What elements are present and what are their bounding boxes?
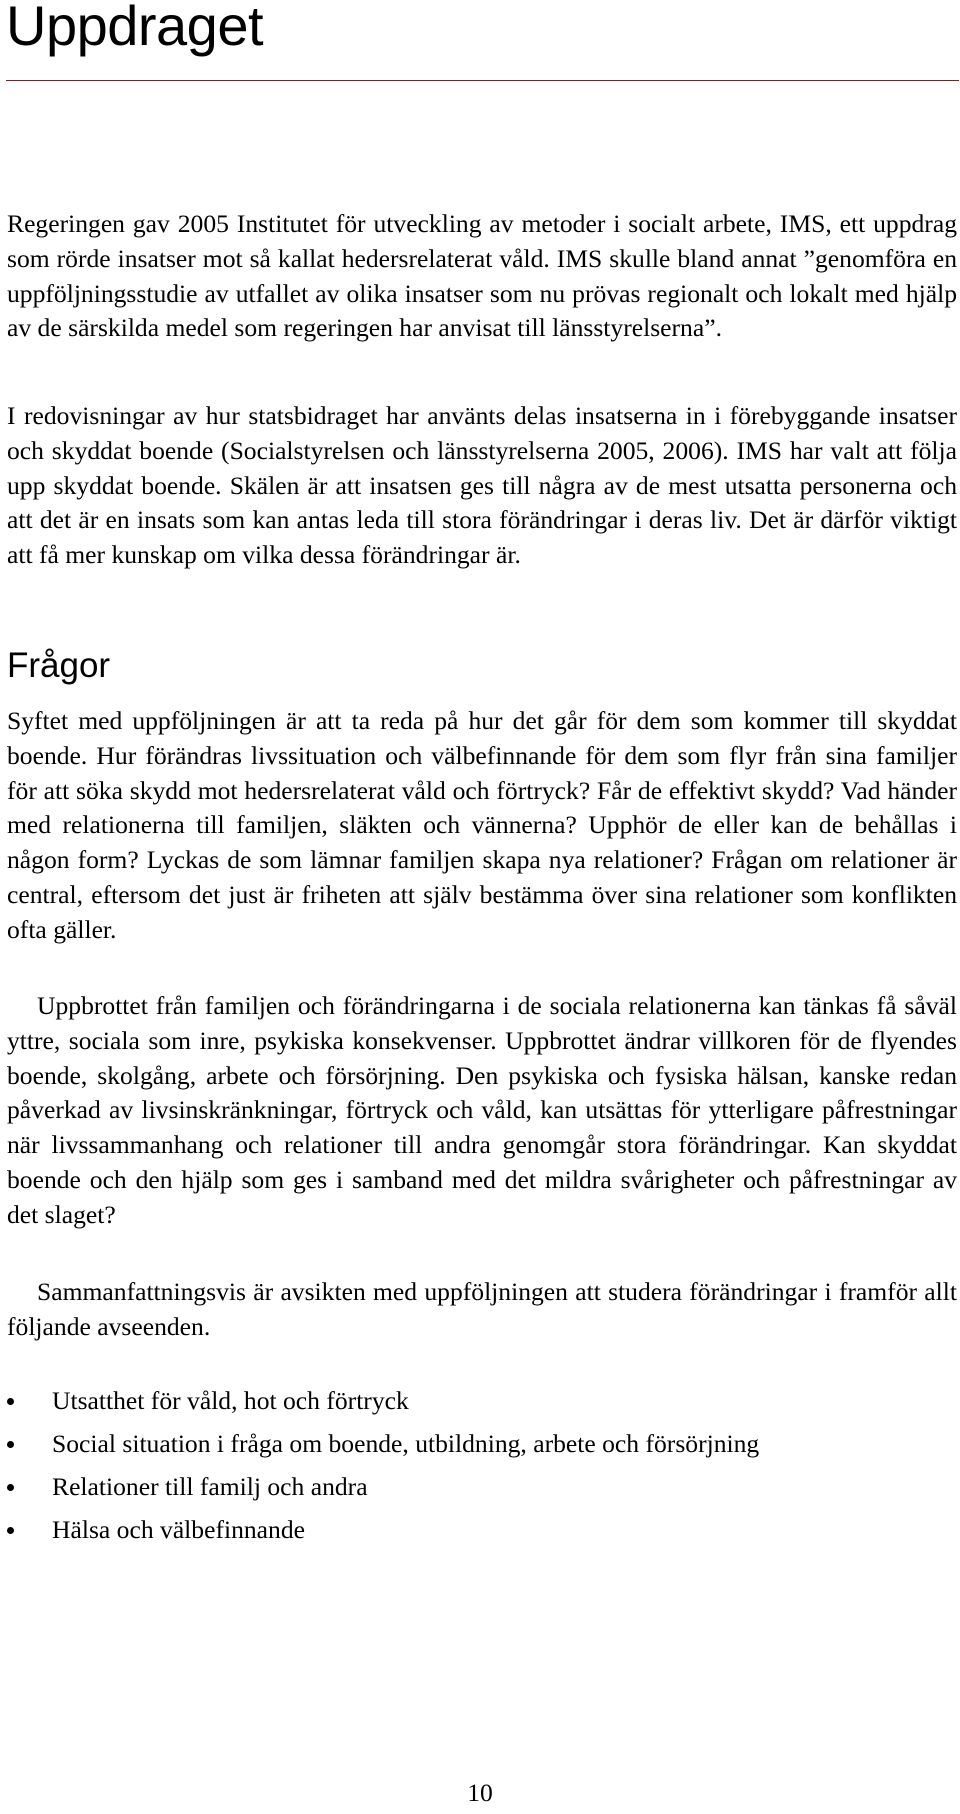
bullet-icon	[7, 1527, 14, 1534]
list-item	[0, 1513, 950, 1556]
page-title: Uppdraget	[6, 0, 264, 57]
bullet-icon	[7, 1441, 14, 1448]
list-item	[0, 1470, 950, 1513]
list-item-text: Social situation i fråga om boende, utbildning, arbete och försörjning	[52, 1429, 760, 1458]
list-item	[0, 1427, 950, 1470]
page-number: 10	[467, 1778, 493, 1807]
bullet-icon	[7, 1484, 14, 1491]
section-heading-fragor: Frågor	[7, 646, 111, 685]
paragraph-summary: Sammanfattningsvis är avsikten med uppföljningen att studera förändringar i framför allt följande avseenden.	[7, 1277, 957, 1341]
list-item	[0, 1384, 950, 1427]
list-item-text: Hälsa och välbefinnande	[52, 1515, 305, 1544]
paragraph-reports: I redovisningar av hur statsbidraget har använts delas insatserna in i förebyggande insatser och skyddat boende (Socialstyrelsen och länsstyrelserna 2005, 2006). IMS har valt att följa upp skyddat boende. Skälen är att insatsen ges till några av de mest utsatta personerna och att det är en insats som kan antas leda till stora förändringar i deras liv. Det är därför viktigt att få mer kunskap om vilka dessa förändringar är.	[7, 401, 957, 570]
list-item-text: Relationer till familj och andra	[52, 1472, 368, 1501]
paragraph-assignment: Regeringen gav 2005 Institutet för utveckling av metoder i socialt arbete, IMS, ett uppdrag som rörde insatser mot så kallat hedersrelaterat våld. IMS skulle bland annat ”genomföra en uppföljningsstudie av utfallet av olika insatser som nu prövas regionalt och lokalt med hjälp av de särskilda medel som regeringen har anvisat till länsstyrelserna”.	[7, 209, 957, 343]
bullet-icon	[7, 1398, 14, 1405]
paragraph-purpose: Syftet med uppföljningen är att ta reda på hur det går för dem som kommer till skyddat boende. Hur förändras livssituation och välbefinnande för dem som flyr från sina familjer för att söka skydd mot hedersrelaterat våld och förtryck? Får de effektivt skydd? Vad händer med relationerna till familjen, släkten och vännerna? Upphör de eller kan de behållas i någon form? Lyckas de som lämnar familjen skapa nya relationer? Frågan om relationer är central, eftersom det just är friheten att själv bestämma över sina relationer som konflikten ofta gäller.	[7, 706, 957, 944]
list-item-text: Utsatthet för våld, hot och förtryck	[52, 1386, 409, 1415]
paragraph-consequences: Uppbrottet från familjen och förändringarna i de sociala relationerna kan tänkas få såväl yttre, sociala som inre, psykiska konsekvenser. Uppbrottet ändrar villkoren för de flyendes boende, skolgång, arbete och försörjning. Den psykiska och fysiska hälsan, kanske redan påverkad av livsinskränkningar, förtryck och våld, kan utsättas för ytterligare påfrestningar när livssammanhang och relationer till andra genomgår stora förändringar. Kan skyddat boende och den hjälp som ges i samband med det mildra svårigheter och påfrestningar av det slaget?	[7, 991, 957, 1229]
title-divider	[6, 80, 959, 81]
aspects-list	[0, 1384, 950, 1556]
